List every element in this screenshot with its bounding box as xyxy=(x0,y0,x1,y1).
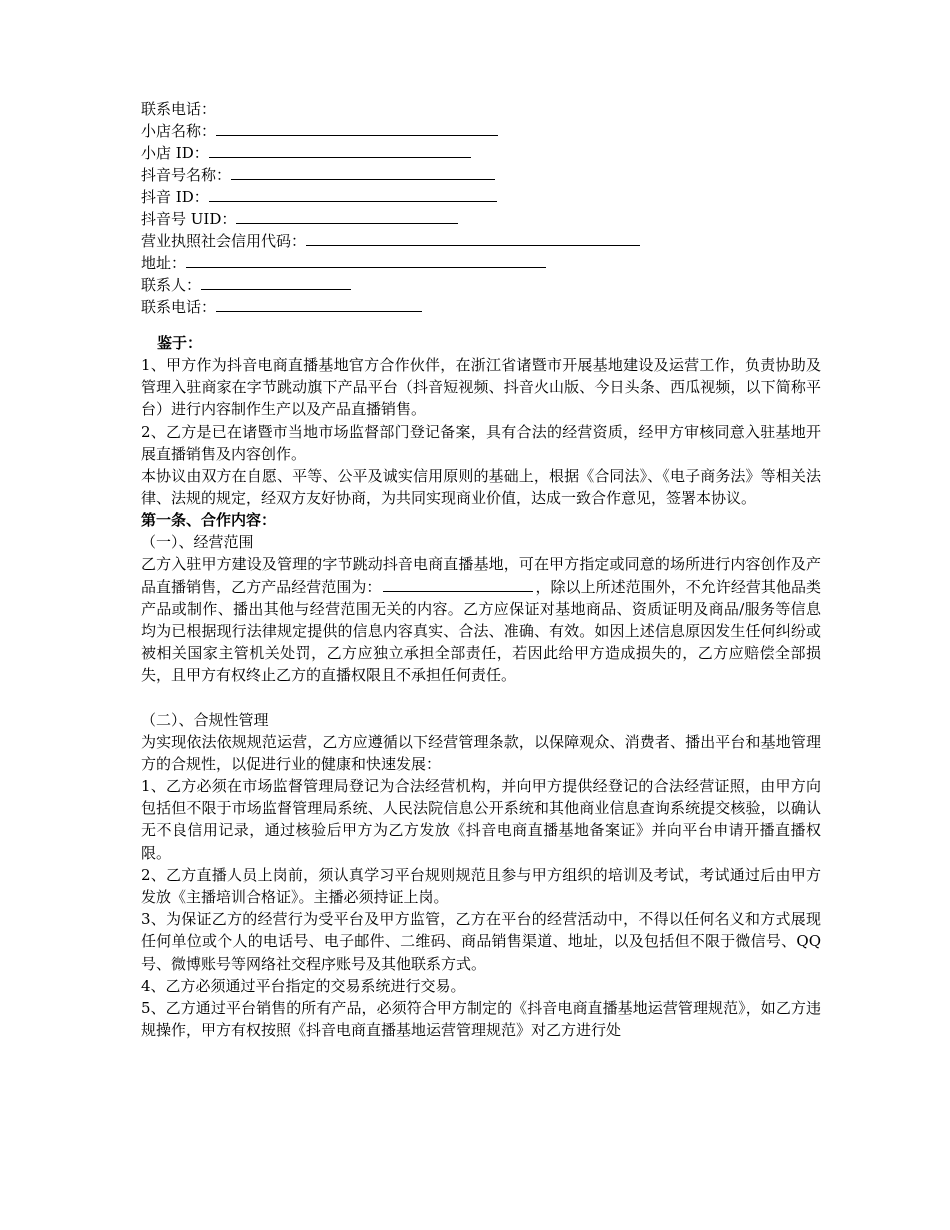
fill-blank xyxy=(231,165,495,180)
fill-blank xyxy=(236,209,458,224)
section-1-body-after: ，除以上所述范围外，不允许经营其他品类产品或制作、播出其他与经营范围无关的内容。乙方应保证对基地商品、资质证明及商品/服务等信息均为已根据现行法律规定提供的信息内容真实、合法、准确、有效。如因上述信息原因发生任何纠纷或被相关国家主管机关处罚，乙方应独立承担全部责任，若因此给甲方造成损失的，乙方应赔偿全部损失，且甲方有权终止乙方的直播权限且不承担任何责任。 xyxy=(141,577,821,685)
compliance-item: 4、乙方必须通过平台指定的交易系统进行交易。 xyxy=(141,976,466,995)
contract-page xyxy=(141,98,821,1041)
contact-phone-top-label: 联系电话： xyxy=(141,100,217,118)
article-1-heading: 第一条、合作内容： xyxy=(141,511,277,530)
whereas-paragraph-1: 1、甲方作为抖音电商直播基地官方合作伙伴，在浙江省诸暨市开展基地建设及运营工作，负责协助及管理入驻商家在字节跳动旗下产品平台（抖音短视频、抖音火山版、今日头条、西瓜视频，以下简称平台）进行内容制作生产以及产品直播销售。 xyxy=(141,356,821,419)
fill-blank xyxy=(201,275,351,290)
field-label: 小店名称： xyxy=(141,122,217,140)
fill-blank xyxy=(216,121,498,136)
field-label: 小店 ID： xyxy=(141,144,209,162)
business-scope-blank xyxy=(383,577,533,592)
field-label: 抖音号名称： xyxy=(141,166,232,184)
field-label: 营业执照社会信用代码： xyxy=(141,232,307,250)
contact-phone-top xyxy=(141,98,821,120)
field-douyin-name xyxy=(141,164,821,186)
field-contact-phone xyxy=(141,296,821,318)
whereas-paragraph-3: 本协议由双方在自愿、平等、公平及诚实信用原则的基础上，根据《合同法》、《电子商务法》等相关法律、法规的规定，经双方友好协商，为共同实现商业价值，达成一致合作意见，签署本协议。 xyxy=(141,467,821,508)
whereas-paragraph-2: 2、乙方是已在诸暨市当地市场监督部门登记备案，具有合法的经营资质，经甲方审核同意入驻基地开展直播销售及内容创作。 xyxy=(141,422,821,463)
field-shop-name xyxy=(141,120,821,142)
section-2-title: （二）、合规性管理 xyxy=(141,710,269,729)
field-label: 抖音 ID： xyxy=(141,188,209,206)
field-label: 地址： xyxy=(141,254,187,272)
field-contact-person xyxy=(141,274,821,296)
fill-blank xyxy=(306,231,640,246)
field-label: 联系电话： xyxy=(141,298,217,316)
section-2-intro: 为实现依法依规规范运营，乙方应遵循以下经营管理条款，以保障观众、消费者、播出平台和基地管理方的合规性，以促进行业的健康和快速发展： xyxy=(141,732,821,773)
field-douyin-id xyxy=(141,186,821,208)
section-1-title: （一）、经营范围 xyxy=(141,533,254,552)
field-label: 联系人： xyxy=(141,276,202,294)
section-1-body xyxy=(141,553,821,686)
whereas-heading: 鉴于： xyxy=(157,334,203,352)
section-1-body-before: 乙方入驻甲方建设及管理的字节跳动抖音电商直播基地，可在甲方指定或同意的场所进行内容创作及产品直播销售，乙方产品经营范围为： xyxy=(141,555,821,596)
compliance-item: 2、乙方直播人员上岗前，须认真学习平台规则规范且参与甲方组织的培训及考试，考试通过后由甲方发放《主播培训合格证》。主播必须持证上岗。 xyxy=(141,865,821,907)
compliance-item: 5、乙方通过平台销售的所有产品，必须符合甲方制定的《抖音电商直播基地运营管理规范》，如乙方违规操作，甲方有权按照《抖音电商直播基地运营管理规范》对乙方进行处 xyxy=(141,999,821,1040)
field-address xyxy=(141,252,821,274)
compliance-item: 1、乙方必须在市场监督管理局登记为合法经营机构，并向甲方提供经登记的合法经营证照，由甲方向包括但不限于市场监督管理局系统、人民法院信息公开系统和其他商业信息查询系统提交核验，以确认无不良信用记录，通过核验后甲方为乙方发放《抖音电商直播基地备案证》并向平台申请开播直播权限。 xyxy=(141,777,821,862)
field-shop-id xyxy=(141,142,821,164)
field-credit-code xyxy=(141,230,821,252)
field-label: 抖音号 UID： xyxy=(141,210,237,228)
spacer xyxy=(141,687,821,709)
spacer xyxy=(141,318,821,332)
fill-blank xyxy=(209,143,471,158)
fill-blank xyxy=(186,253,546,268)
field-douyin-uid xyxy=(141,208,821,230)
fill-blank xyxy=(216,297,422,312)
fill-blank xyxy=(209,187,497,202)
compliance-item: 3、为保证乙方的经营行为受平台及甲方监管，乙方在平台的经营活动中，不得以任何名义和方式展现任何单位或个人的电话号、电子邮件、二维码、商品销售渠道、地址，以及包括但不限于微信号、QQ 号、微博账号等网络社交程序账号及其他联系方式。 xyxy=(141,910,821,973)
